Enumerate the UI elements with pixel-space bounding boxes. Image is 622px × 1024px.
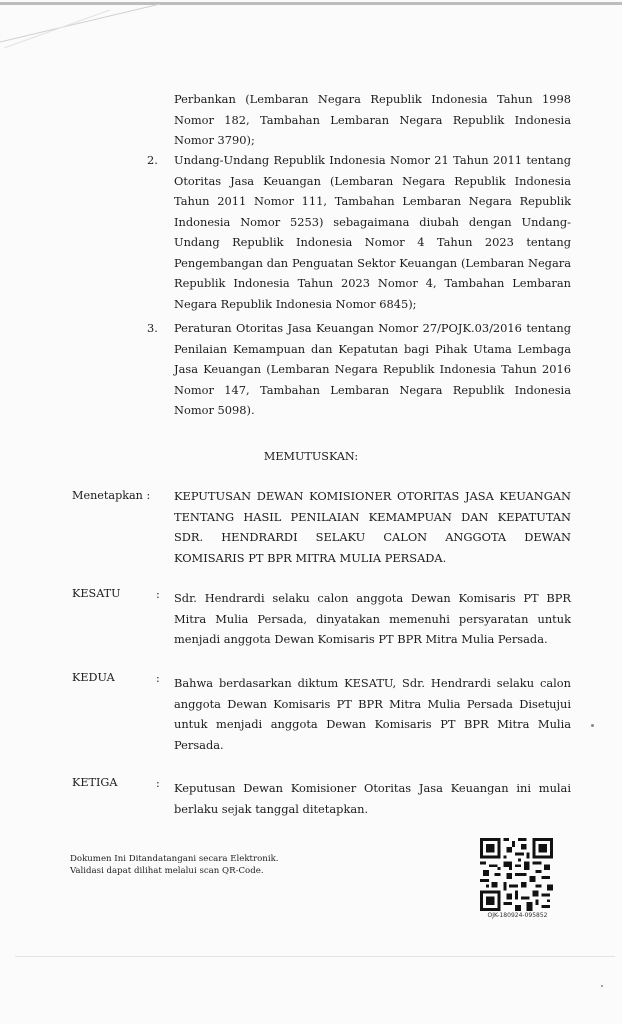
decision-text-ketiga: Keputusan Dewan Komisioner Otoritas Jasa Keuangan ini mulai berlaku sejak tanggal ditetapkan. bbox=[174, 781, 571, 816]
list-item-3: Peraturan Otoritas Jasa Keuangan Nomor 27/POJK.03/2016 tentang Penilaian Kemampuan dan Kepatutan bagi Pihak Utama Lembaga Jasa Keuangan (Lembaran Negara Republik Indonesia Tahun 2016 Nomor 147, Tambahan Lembaran Negara Republik Indonesia Nomor 5098). bbox=[174, 321, 571, 417]
e-sign-line-2: Validasi dapat dilihat melalui scan QR-Code. bbox=[70, 866, 264, 876]
qr-code-id: OJK-180924-095852 bbox=[487, 912, 548, 919]
decision-text-menetapkan: KEPUTUSAN DEWAN KOMISIONER OTORITAS JASA KEUANGAN TENTANG HASIL PENILAIAN KEMAMPUAN DAN KEPATUTAN SDR. HENDRARDI SELAKU CALON ANGGOTA DEWAN KOMISARIS PT BPR MITRA MULIA PERSADA. bbox=[174, 489, 571, 565]
decision-label: Menetapkan : bbox=[72, 489, 151, 502]
e-sign-note bbox=[70, 853, 279, 877]
list-item-2: Undang-Undang Republik Indonesia Nomor 21 Tahun 2011 tentang Otoritas Jasa Keuangan (Lembaran Negara Republik Indonesia Tahun 2011 Nomor 111, Tambahan Lembaran Negara Republik Indonesia Nomor 5253) sebagaimana diubah dengan Undang-Undang Republik Indonesia Nomor 4 Tahun 2023 tentang Pengembangan dan Penguatan Sektor Keuangan (Lembaran Negara Republik Indonesia Tahun 2023 Nomor 4, Tambahan Lembaran Negara Republik Indonesia Nomor 6845); bbox=[174, 153, 571, 311]
qr-code bbox=[480, 838, 553, 911]
decision-text-kedua: Bahwa berdasarkan diktum KESATU, Sdr. Hendrardi selaku calon anggota Dewan Komisaris PT BPR Mitra Mulia Persada Disetujui untuk menjadi anggota Dewan Komisaris PT BPR Mitra Mulia Persada. bbox=[174, 676, 571, 752]
decision-label: KEDUA bbox=[72, 671, 115, 684]
decision-label: KETIGA bbox=[72, 776, 118, 789]
scan-speck bbox=[601, 985, 603, 987]
list-number: 2. bbox=[147, 153, 158, 167]
folded-corner-mark bbox=[0, 0, 170, 60]
decision-colon: : bbox=[156, 672, 160, 685]
scan-speck bbox=[591, 724, 594, 727]
list-number: 3. bbox=[147, 321, 158, 335]
decision-colon: : bbox=[156, 588, 160, 601]
scan-shadow-line bbox=[15, 956, 615, 957]
paragraph-continuation: Perbankan (Lembaran Negara Republik Indonesia Tahun 1998 Nomor 182, Tambahan Lembaran Negara Republik Indonesia Nomor 3790); bbox=[174, 92, 571, 147]
decision-heading: MEMUTUSKAN: bbox=[263, 450, 359, 463]
e-sign-line-1: Dokumen Ini Ditandatangani secara Elektronik. bbox=[70, 854, 279, 864]
decision-label: KESATU bbox=[72, 587, 121, 600]
decision-colon: : bbox=[156, 777, 160, 790]
decision-text-kesatu: Sdr. Hendrardi selaku calon anggota Dewan Komisaris PT BPR Mitra Mulia Persada, dinyatakan memenuhi persyaratan untuk menjadi anggota Dewan Komisaris PT BPR Mitra Mulia Persada. bbox=[174, 591, 571, 646]
